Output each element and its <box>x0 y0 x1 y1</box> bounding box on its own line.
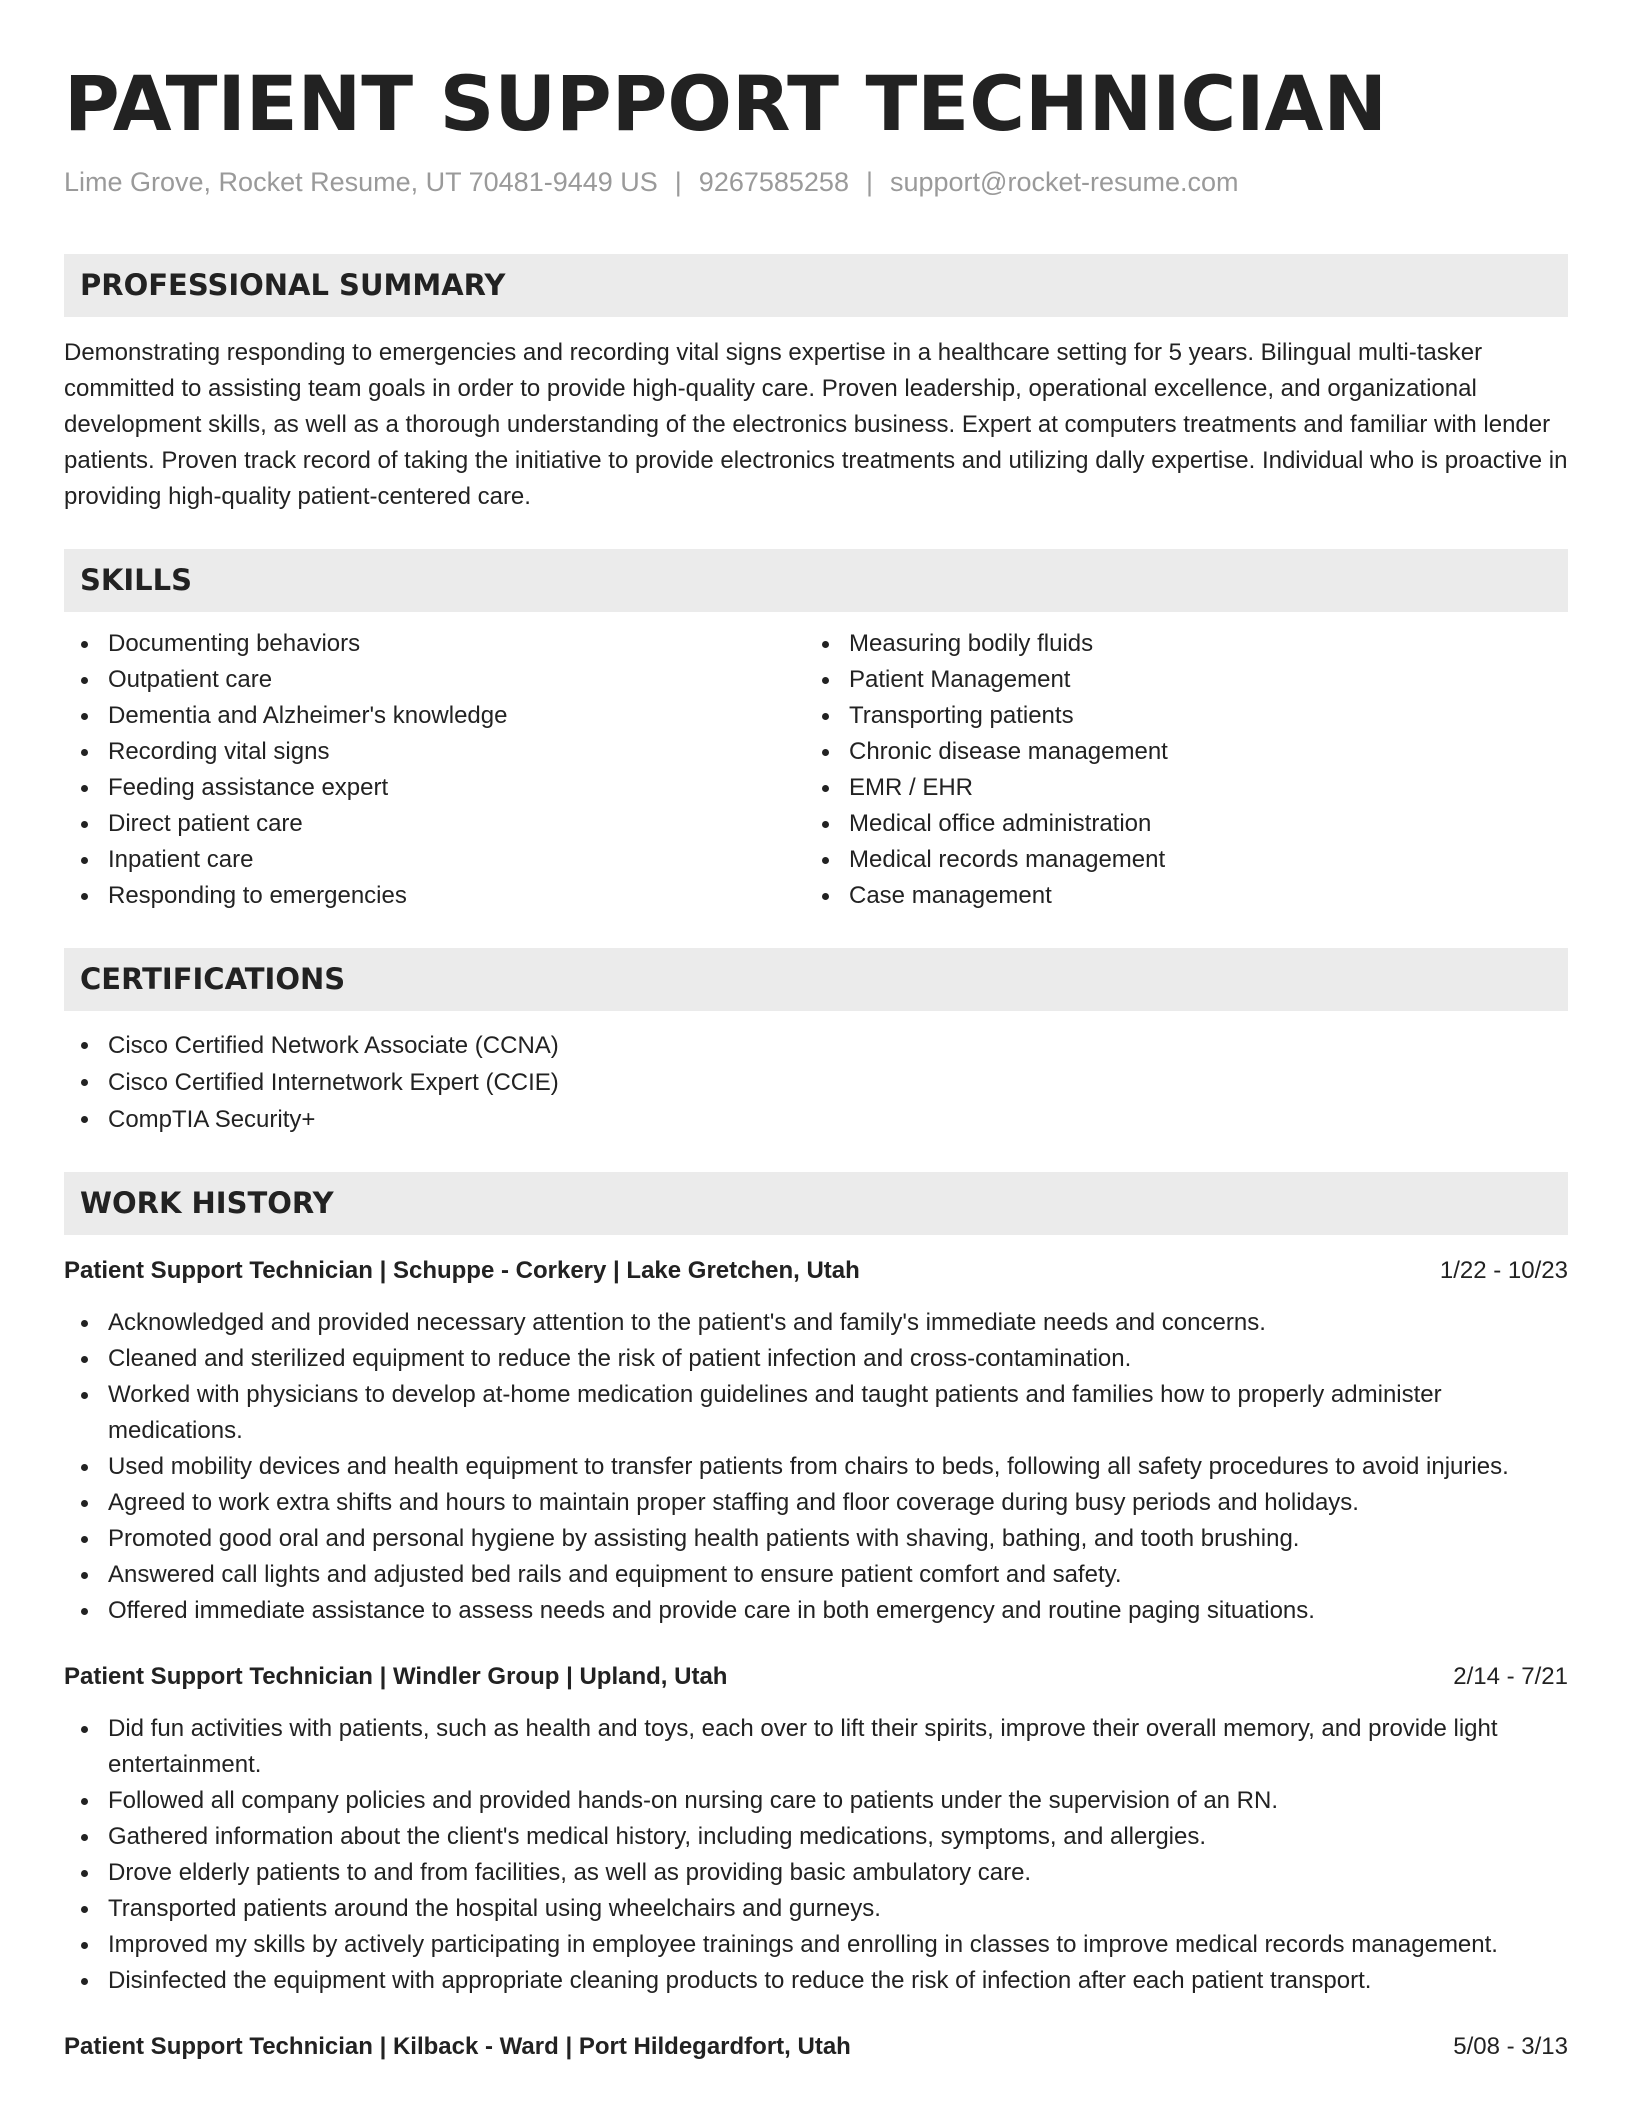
job-title: Patient Support Technician | Schuppe - Corkery | Lake Gretchen, Utah <box>64 1257 860 1284</box>
skill-item: Inpatient care <box>64 842 805 878</box>
section-heading-skills: SKILLS <box>64 549 1568 612</box>
skill-item: Chronic disease management <box>805 734 1546 770</box>
job-bullet: Gathered information about the client's medical history, including medications, symptoms, and allergies. <box>64 1819 1568 1855</box>
skill-item: Recording vital signs <box>64 734 805 770</box>
job-bullet: Improved my skills by actively participating in employee trainings and enrolling in classes to improve medical records management. <box>64 1927 1568 1963</box>
skill-item: Medical office administration <box>805 806 1546 842</box>
section-heading-work-history: WORK HISTORY <box>64 1172 1568 1235</box>
job-bullets <box>64 1711 1568 1999</box>
job-dates: 1/22 - 10/23 <box>1439 1257 1568 1284</box>
job-bullet: Transported patients around the hospital using wheelchairs and gurneys. <box>64 1891 1568 1927</box>
skill-item: Feeding assistance expert <box>64 770 805 806</box>
skills-list-left <box>64 626 805 914</box>
section-heading-certifications: CERTIFICATIONS <box>64 948 1568 1011</box>
resume-name: PATIENT SUPPORT TECHNICIAN <box>64 59 1387 148</box>
job-header <box>64 1659 1568 1695</box>
contact-line <box>64 162 1568 202</box>
contact-phone: 9267585258 <box>698 167 849 197</box>
skill-item: Medical records management <box>805 842 1546 878</box>
contact-separator: | <box>865 167 873 197</box>
job-title: Patient Support Technician | Kilback - Ward | Port Hildegardfort, Utah <box>64 2033 851 2060</box>
skill-item: Measuring bodily fluids <box>805 626 1546 662</box>
section-heading-summary: PROFESSIONAL SUMMARY <box>64 254 1568 317</box>
job-header <box>64 1253 1568 1289</box>
summary-text: Demonstrating responding to emergencies and recording vital signs expertise in a healthcare setting for 5 years. Bilingual multi-tasker committed to assisting team goals in order to provide high-quality care. Proven leadership, operational excellence, and organizational development skills, as well as a thorough understanding of the electronics business. Expert at computers treatments and familiar with lender patients. Proven track record of taking the initiative to provide electronics treatments and utilizing dally expertise. Individual who is proactive in providing high-quality patient-centered care. <box>64 339 1568 510</box>
skills-columns <box>64 626 1568 914</box>
job-bullet: Acknowledged and provided necessary attention to the patient's and family's immediate needs and concerns. <box>64 1305 1568 1341</box>
job-bullet: Agreed to work extra shifts and hours to maintain proper staffing and floor coverage during busy periods and holidays. <box>64 1485 1568 1521</box>
job-entry <box>64 1253 1568 1629</box>
skill-item: Case management <box>805 878 1546 914</box>
job-dates: 5/08 - 3/13 <box>1453 2033 1568 2060</box>
skills-list-right <box>805 626 1546 914</box>
skill-item: Dementia and Alzheimer's knowledge <box>64 698 805 734</box>
certification-item: Cisco Certified Network Associate (CCNA) <box>64 1027 1568 1064</box>
contact-address: Lime Grove, Rocket Resume, UT 70481-9449 US <box>64 167 658 197</box>
job-bullet: Cleaned and sterilized equipment to reduce the risk of patient infection and cross-contamination. <box>64 1341 1568 1377</box>
certifications-list <box>64 1027 1568 1138</box>
job-bullet: Did fun activities with patients, such as health and toys, each over to lift their spirits, improve their overall memory, and provide light entertainment. <box>64 1711 1568 1783</box>
contact-email: support@rocket-resume.com <box>889 167 1239 197</box>
certification-item: Cisco Certified Internetwork Expert (CCIE) <box>64 1064 1568 1101</box>
skill-item: Outpatient care <box>64 662 805 698</box>
job-title: Patient Support Technician | Windler Group | Upland, Utah <box>64 1663 728 1690</box>
skill-item: Documenting behaviors <box>64 626 805 662</box>
job-bullet: Drove elderly patients to and from facilities, as well as providing basic ambulatory care. <box>64 1855 1568 1891</box>
job-entry <box>64 2029 1568 2065</box>
skill-item: Transporting patients <box>805 698 1546 734</box>
job-bullet: Followed all company policies and provided hands-on nursing care to patients under the supervision of an RN. <box>64 1783 1568 1819</box>
skill-item: Patient Management <box>805 662 1546 698</box>
job-bullet: Used mobility devices and health equipment to transfer patients from chairs to beds, following all safety procedures to avoid injuries. <box>64 1449 1568 1485</box>
job-header <box>64 2029 1568 2065</box>
job-bullet: Offered immediate assistance to assess needs and provide care in both emergency and routine paging situations. <box>64 1593 1568 1629</box>
job-entry <box>64 1659 1568 1999</box>
job-bullets <box>64 1305 1568 1629</box>
job-bullet: Worked with physicians to develop at-home medication guidelines and taught patients and families how to properly administer medications. <box>64 1377 1568 1449</box>
skill-item: Responding to emergencies <box>64 878 805 914</box>
job-bullet: Promoted good oral and personal hygiene by assisting health patients with shaving, bathing, and tooth brushing. <box>64 1521 1568 1557</box>
skill-item: Direct patient care <box>64 806 805 842</box>
skill-item: EMR / EHR <box>805 770 1546 806</box>
job-bullet: Answered call lights and adjusted bed rails and equipment to ensure patient comfort and safety. <box>64 1557 1568 1593</box>
contact-separator: | <box>674 167 682 197</box>
job-dates: 2/14 - 7/21 <box>1453 1663 1568 1690</box>
certification-item: CompTIA Security+ <box>64 1101 1568 1138</box>
job-bullet: Disinfected the equipment with appropriate cleaning products to reduce the risk of infection after each patient transport. <box>64 1963 1568 1999</box>
